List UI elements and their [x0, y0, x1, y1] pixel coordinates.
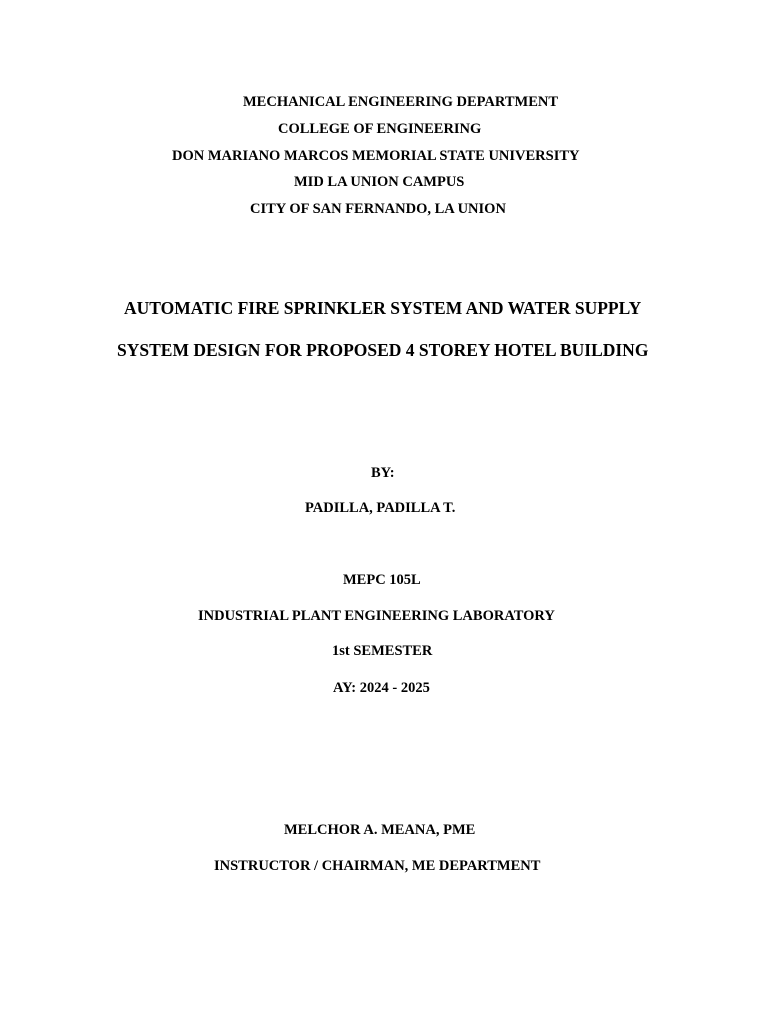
document-title-line-2: SYSTEM DESIGN FOR PROPOSED 4 STOREY HOTEL BUILDING — [117, 340, 649, 360]
campus-location: CITY OF SAN FERNANDO, LA UNION — [250, 201, 506, 217]
author-name: PADILLA, PADILLA T. — [305, 500, 456, 516]
semester: 1st SEMESTER — [332, 643, 433, 659]
by-label: BY: — [371, 465, 395, 481]
department-name: MECHANICAL ENGINEERING DEPARTMENT — [243, 94, 559, 110]
academic-year: AY: 2024 - 2025 — [333, 680, 430, 696]
campus-name: MID LA UNION CAMPUS — [294, 174, 465, 190]
instructor-position: INSTRUCTOR / CHAIRMAN, ME DEPARTMENT — [214, 858, 541, 874]
university-name: DON MARIANO MARCOS MEMORIAL STATE UNIVERSITY — [172, 148, 580, 164]
college-name: COLLEGE OF ENGINEERING — [278, 121, 482, 137]
course-code: MEPC 105L — [343, 572, 421, 588]
instructor-name: MELCHOR A. MEANA, PME — [284, 822, 476, 838]
document-title-line-1: AUTOMATIC FIRE SPRINKLER SYSTEM AND WATER SUPPLY — [124, 298, 642, 318]
course-name: INDUSTRIAL PLANT ENGINEERING LABORATORY — [198, 608, 555, 624]
